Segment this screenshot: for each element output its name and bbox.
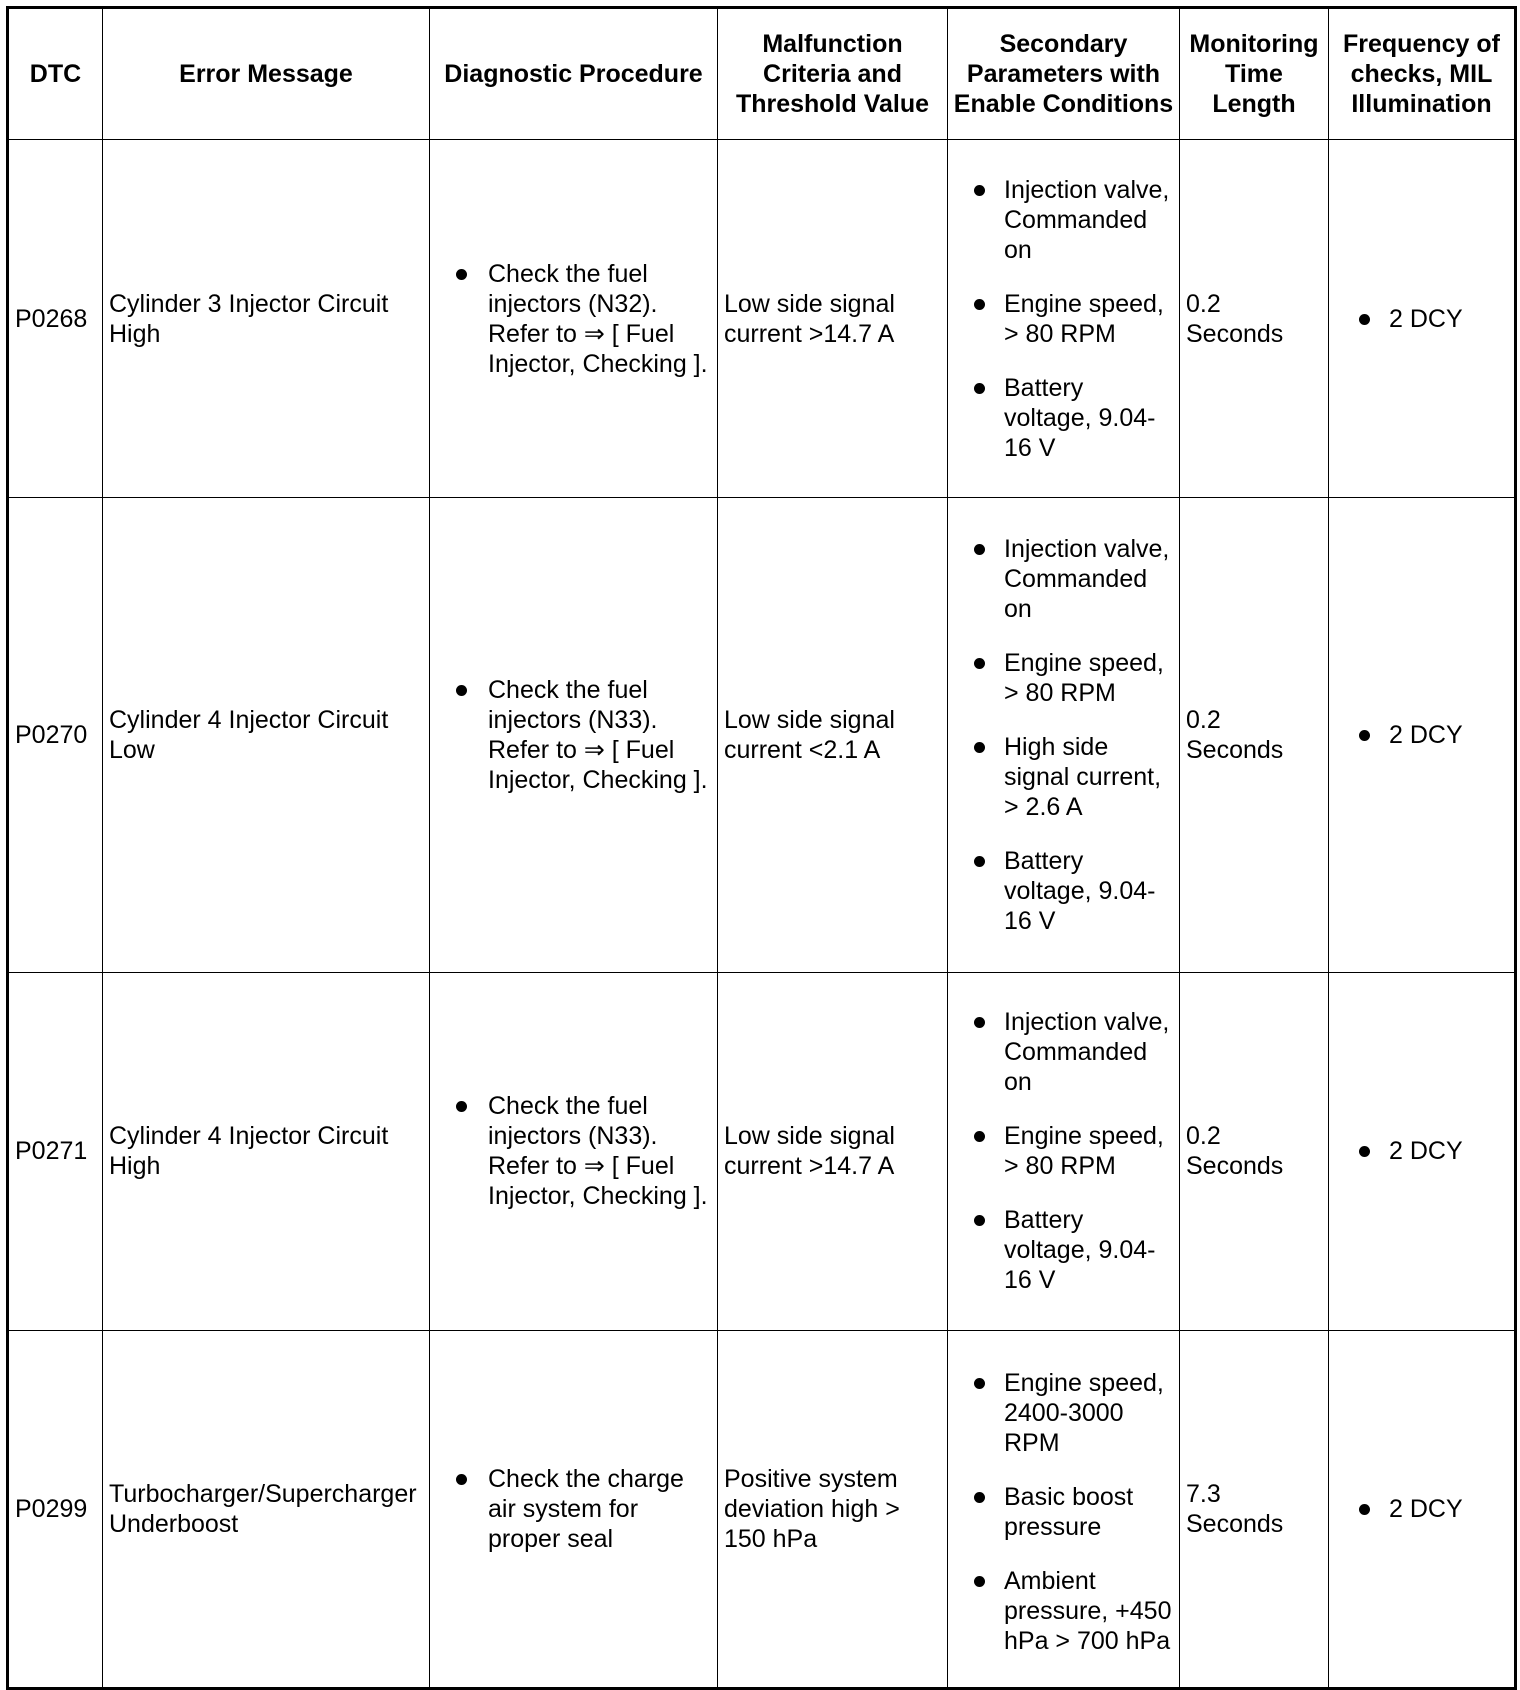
dtc-code: P0268 — [8, 140, 103, 498]
procedure-item: Check the fuel injectors (N33). Refer to ⇒ [ Fuel Injector, Checking ]. — [436, 1091, 711, 1211]
frequency — [1329, 140, 1516, 498]
header-error-message: Error Message — [103, 8, 430, 140]
monitoring-time: 0.2 Seconds — [1180, 972, 1329, 1330]
procedure-item: Check the charge air system for proper seal — [436, 1464, 711, 1554]
error-message: Cylinder 4 Injector Circuit Low — [103, 498, 430, 972]
parameter-item: Basic boost pressure — [954, 1482, 1173, 1542]
header-malfunction-criteria: Malfunction Criteria and Threshold Value — [718, 8, 948, 140]
frequency — [1329, 498, 1516, 972]
parameter-item: Injection valve, Commanded on — [954, 534, 1173, 624]
malfunction-criteria: Positive system deviation high > 150 hPa — [718, 1330, 948, 1688]
secondary-parameters — [948, 1330, 1180, 1688]
parameter-item: Engine speed, > 80 RPM — [954, 648, 1173, 708]
diagnostic-procedure — [430, 140, 718, 498]
header-dtc: DTC — [8, 8, 103, 140]
parameter-item: High side signal current, > 2.6 A — [954, 732, 1173, 822]
monitoring-time: 0.2 Seconds — [1180, 498, 1329, 972]
table-row — [8, 972, 1516, 1330]
parameter-item: Engine speed, > 80 RPM — [954, 1121, 1173, 1181]
malfunction-criteria: Low side signal current >14.7 A — [718, 972, 948, 1330]
parameter-item: Injection valve, Commanded on — [954, 175, 1173, 265]
header-monitoring-time: Monitoring Time Length — [1180, 8, 1329, 140]
monitoring-time: 7.3 Seconds — [1180, 1330, 1329, 1688]
frequency-item: 2 DCY — [1335, 720, 1508, 750]
dtc-code: P0271 — [8, 972, 103, 1330]
secondary-parameters — [948, 140, 1180, 498]
header-diagnostic-procedure: Diagnostic Procedure — [430, 8, 718, 140]
dtc-code: P0299 — [8, 1330, 103, 1688]
frequency-item: 2 DCY — [1335, 1136, 1508, 1166]
secondary-parameters — [948, 972, 1180, 1330]
frequency — [1329, 1330, 1516, 1688]
error-message: Cylinder 3 Injector Circuit High — [103, 140, 430, 498]
frequency — [1329, 972, 1516, 1330]
diagnostic-procedure — [430, 1330, 718, 1688]
header-row — [8, 8, 1516, 140]
frequency-item: 2 DCY — [1335, 304, 1508, 334]
dtc-code: P0270 — [8, 498, 103, 972]
parameter-item: Ambient pressure, +450 hPa > 700 hPa — [954, 1566, 1173, 1656]
parameter-item: Engine speed, > 80 RPM — [954, 289, 1173, 349]
frequency-item: 2 DCY — [1335, 1494, 1508, 1524]
table-row — [8, 1330, 1516, 1688]
error-message: Turbocharger/Supercharger Underboost — [103, 1330, 430, 1688]
header-frequency: Frequency of checks, MIL Illumination — [1329, 8, 1516, 140]
malfunction-criteria: Low side signal current <2.1 A — [718, 498, 948, 972]
diagnostic-procedure — [430, 498, 718, 972]
dtc-table — [6, 6, 1517, 1690]
parameter-item: Battery voltage, 9.04-16 V — [954, 373, 1173, 463]
monitoring-time: 0.2 Seconds — [1180, 140, 1329, 498]
secondary-parameters — [948, 498, 1180, 972]
procedure-item: Check the fuel injectors (N32). Refer to ⇒ [ Fuel Injector, Checking ]. — [436, 259, 711, 379]
procedure-item: Check the fuel injectors (N33). Refer to ⇒ [ Fuel Injector, Checking ]. — [436, 675, 711, 795]
diagnostic-procedure — [430, 972, 718, 1330]
header-secondary-parameters: Secondary Parameters with Enable Conditions — [948, 8, 1180, 140]
parameter-item: Battery voltage, 9.04-16 V — [954, 846, 1173, 936]
parameter-item: Injection valve, Commanded on — [954, 1007, 1173, 1097]
parameter-item: Battery voltage, 9.04-16 V — [954, 1205, 1173, 1295]
table-row — [8, 140, 1516, 498]
table-row — [8, 498, 1516, 972]
parameter-item: Engine speed, 2400-3000 RPM — [954, 1368, 1173, 1458]
error-message: Cylinder 4 Injector Circuit High — [103, 972, 430, 1330]
malfunction-criteria: Low side signal current >14.7 A — [718, 140, 948, 498]
